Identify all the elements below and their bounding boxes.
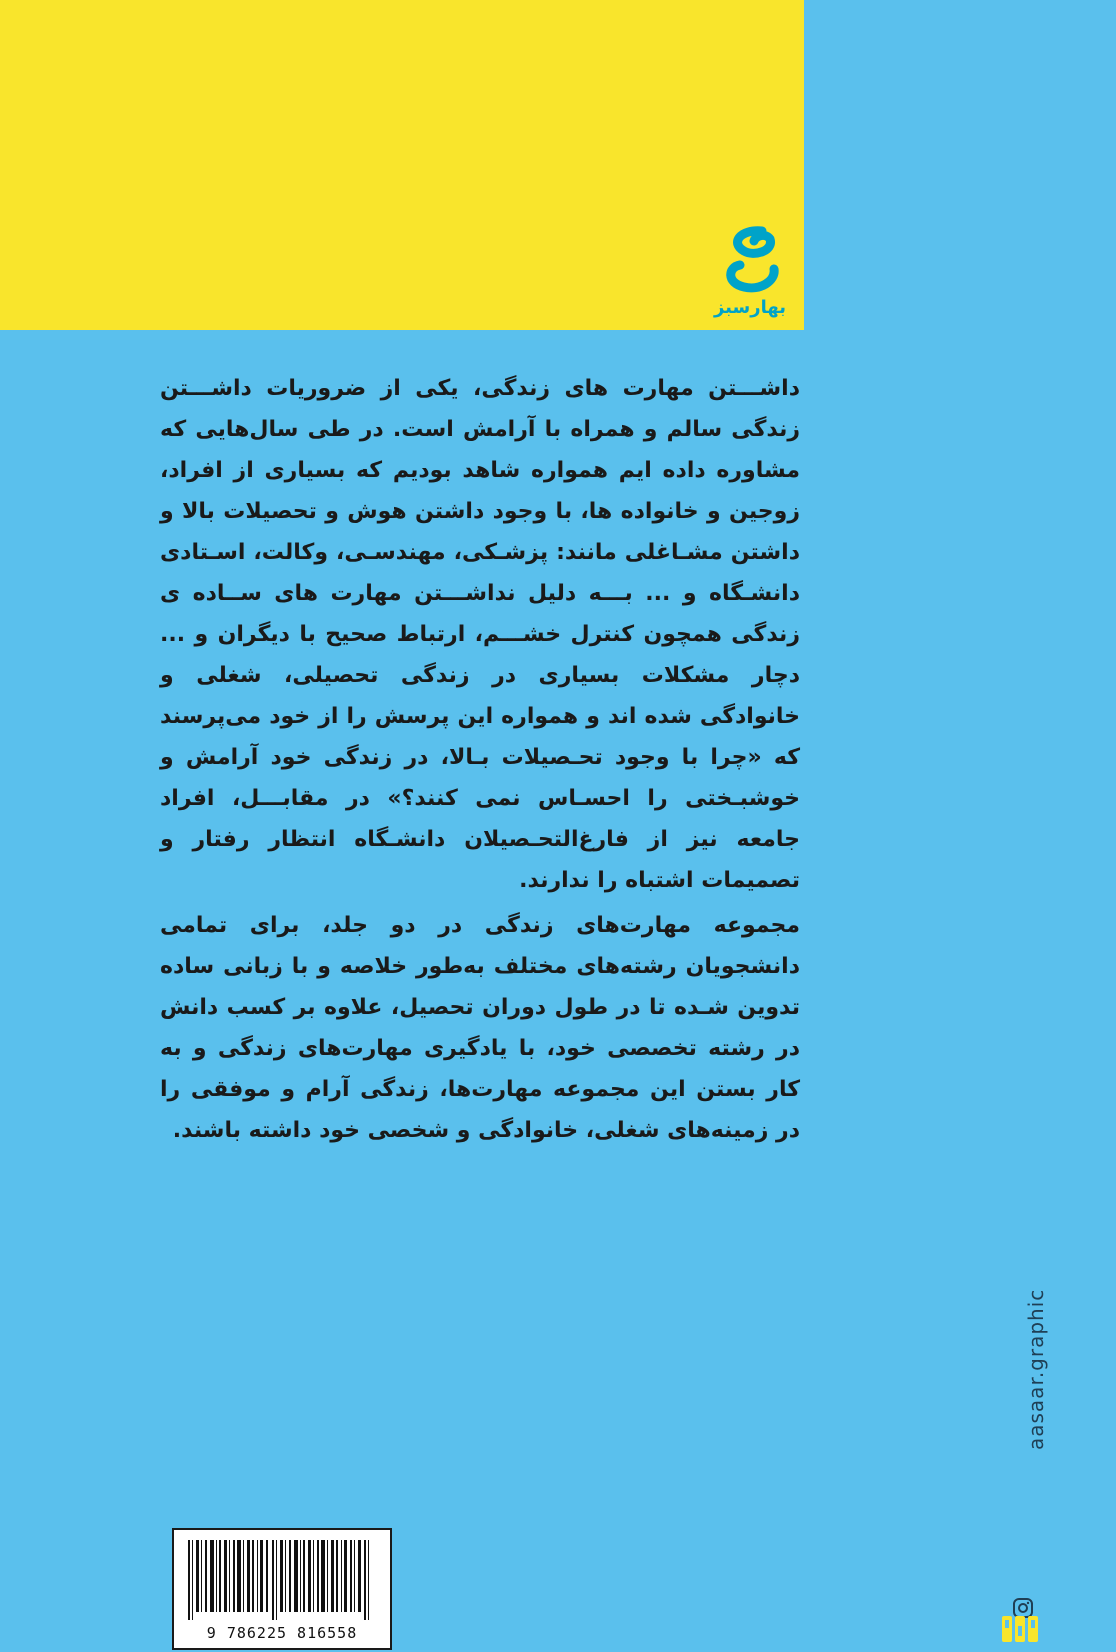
publisher-logo bbox=[700, 225, 800, 325]
book-icon bbox=[700, 225, 800, 297]
barcode-bars bbox=[188, 1540, 378, 1620]
paragraph-1: داشـــتن مهارت های زندگی، یکی از ضروریات داشـــتن زندگی سالم و همراه با آرامش است. در طی سال‌هایی که مشاوره داده ایم همواره شاهد بودیم که بسیاری از افراد، زوجین و خانواده ها، با وجود داشتن هوش و تحصیلات بالا و داشتن مشـاغلی مانند: پزشـکی، مهندسـی، وکالت، اسـتادی دانشـگاه و ... بـــه دلیل نداشـــتن مهارت های ســاده ی زندگی همچون کنترل خشـــم، ارتباط صحیح با دیگران و ... دچار مشکلات بسیاری در زندگی تحصیلی، شغلی و خانوادگی شده اند و همواره این پرسش را از خود می‌پرسند که «چرا با وجود تحـصیلات بـالا، در زندگی خود آرامش و خوشبـختی را احسـاس نمی کنند؟» در مقابـــل، افراد جامعه نیز از فارغ‌التحـصیلان دانشـگاه انتظار رفتار و تصمیمات اشتباه را ندارند. bbox=[160, 376, 800, 893]
back-cover-text bbox=[160, 368, 800, 1155]
studio-logo-icon bbox=[1000, 1612, 1042, 1646]
isbn-barcode bbox=[172, 1528, 392, 1650]
designer-instagram: aasaar.graphic bbox=[1024, 1288, 1048, 1450]
yellow-header-block bbox=[0, 0, 804, 330]
publisher-name: بهارسبز bbox=[713, 297, 786, 318]
isbn-number: 9 786225 816558 bbox=[206, 1624, 358, 1642]
paragraph-2: مجموعه مهارت‌های زندگی در دو جلد، برای تمامی دانشجویان رشته‌های مختلف به‌طور خلاصه و با زبانی ساده تدوین شـده تا در طول دوران تحصیل، علاوه بر کسب دانش در رشته تخصصی خود، با یادگیری مهارت‌های زندگی و به کار بستن این مجموعه مهارت‌ها، زندگی آرام و موفقی را در زمینه‌های شغلی، خانوادگی و شخصی خود داشته باشند. bbox=[160, 913, 800, 1143]
